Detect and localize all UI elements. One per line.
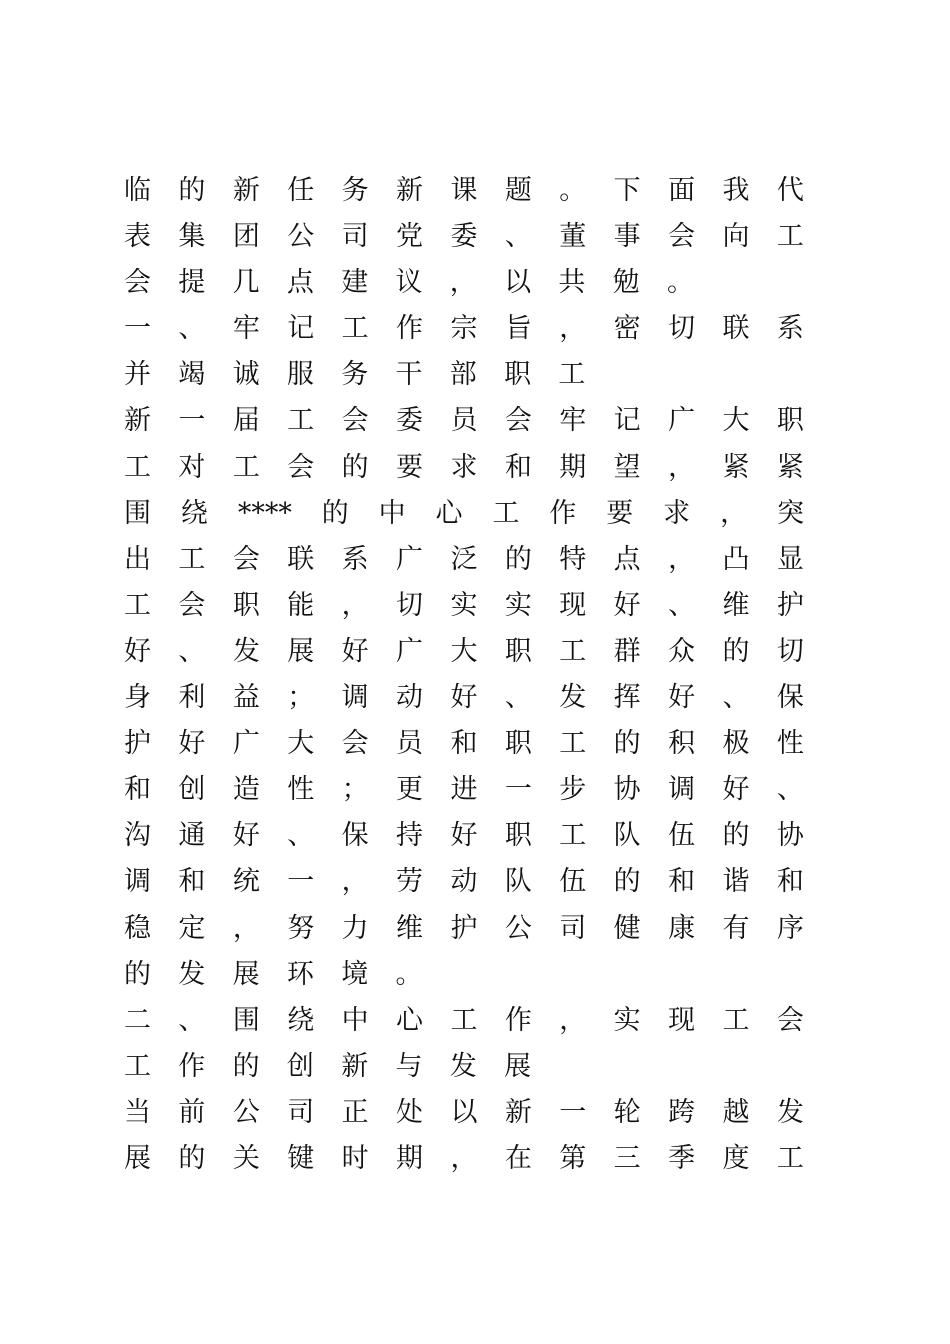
- text-line: 身 利 益 ； 调 动 好 、 发 挥 好 、 保: [124, 682, 804, 714]
- text-line: 出 工 会 联 系 广 泛 的 特 点 ， 凸 显: [124, 543, 804, 575]
- text-line: 当 前 公 司 正 处 以 新 一 轮 跨 越 发: [124, 1096, 804, 1128]
- text-line: 工 作 的 创 新 与 发 展: [124, 1050, 532, 1082]
- text-line: 临 的 新 任 务 新 课 题 。 下 面 我 代: [124, 175, 804, 206]
- text-line: 表 集 团 公 司 党 委 、 董 事 会 向 工: [124, 221, 804, 253]
- text-line: 展 的 关 键 时 期 ， 在 第 三 季 度 工: [124, 1142, 804, 1174]
- text-line: 调 和 统 一 ， 劳 动 队 伍 的 和 谐 和: [124, 866, 804, 898]
- text-line: 并 竭 诚 服 务 干 部 职 工: [124, 359, 586, 391]
- text-line: 护 好 广 大 会 员 和 职 工 的 积 极 性: [124, 728, 804, 760]
- text-line: 新 一 届 工 会 委 员 会 牢 记 广 大 职: [124, 405, 804, 437]
- text-line: 会 提 几 点 建 议 ， 以 共 勉 。: [124, 267, 694, 299]
- text-line: 二 、 围 绕 中 心 工 作 ， 实 现 工 会: [124, 1004, 804, 1036]
- text-line: 好 、 发 展 好 广 大 职 工 群 众 的 切: [124, 635, 804, 667]
- text-line: 工 对 工 会 的 要 求 和 期 望 ， 紧 紧: [124, 451, 804, 483]
- text-line: 稳 定 ， 努 力 维 护 公 司 健 康 有 序: [124, 912, 804, 944]
- text-line: 和 创 造 性 ； 更 进 一 步 协 调 好 、: [124, 774, 804, 806]
- text-line: 沟 通 好 、 保 持 好 职 工 队 伍 的 协: [124, 820, 804, 852]
- text-line: 围 绕 **** 的 中 心 工 作 要 求 ， 突: [124, 497, 804, 529]
- text-line: 工 会 职 能 ， 切 实 实 现 好 、 维 护: [124, 589, 804, 621]
- text-line: 一 、 牢 记 工 作 宗 旨 ， 密 切 联 系: [124, 313, 804, 345]
- text-line: 的 发 展 环 境 。: [124, 958, 423, 990]
- body-text: [124, 168, 804, 1182]
